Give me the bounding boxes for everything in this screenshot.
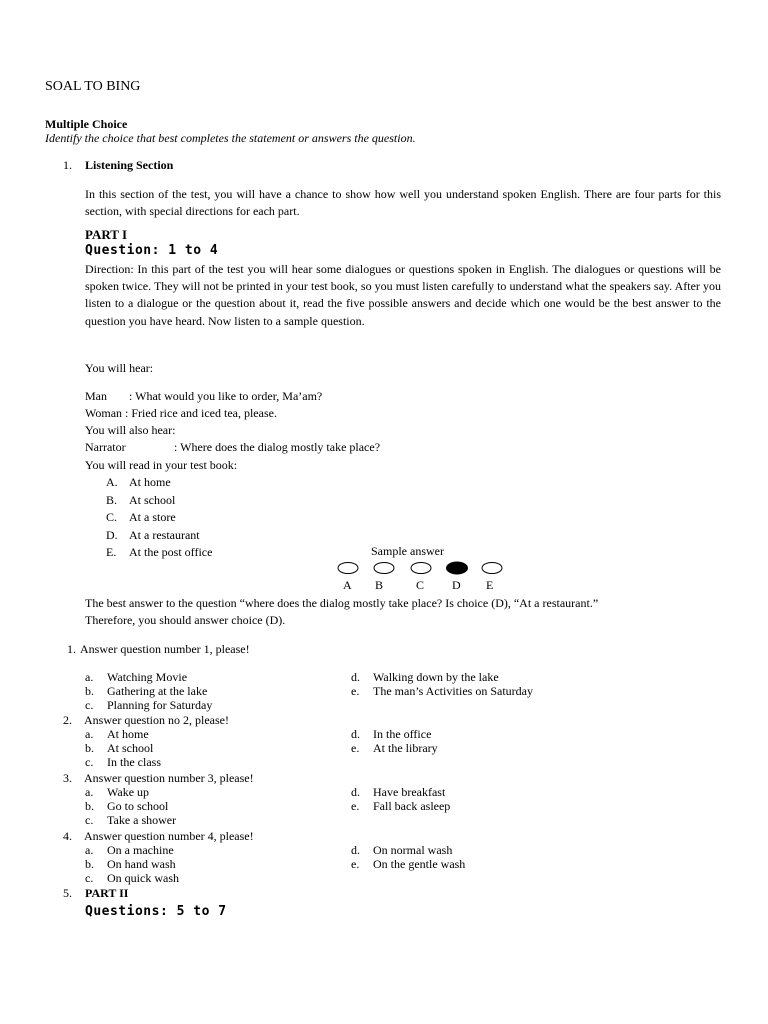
choice-text: In the class: [107, 755, 161, 769]
example-option: [106, 492, 212, 510]
question-number: 1.: [67, 642, 76, 656]
bubble-letter: C: [416, 578, 425, 592]
choice-text: On the gentle wash: [373, 857, 466, 871]
part-2-question-range: Questions: 5 to 7: [85, 904, 227, 919]
bubble-letter: D: [452, 578, 461, 592]
question-4: [63, 828, 703, 884]
best-answer-explanation: [85, 595, 721, 629]
choice-letter: b.: [85, 857, 94, 871]
choice-letter: a.: [85, 670, 94, 684]
bubble-letter: B: [375, 578, 384, 592]
answer-bubble-c: [411, 563, 431, 574]
choice-text: Walking down by the lake: [373, 670, 499, 684]
example-option: [106, 509, 212, 527]
example-option-text: At the post office: [129, 545, 213, 559]
choice-letter: a.: [85, 727, 94, 741]
example-option-letter: E.: [106, 545, 117, 559]
example-option-letter: C.: [106, 510, 118, 524]
answer-choice[interactable]: [351, 740, 438, 757]
example-option: [106, 544, 212, 562]
narrator-text: : Where does the dialog mostly take place?: [174, 440, 381, 454]
man-speaker-label: Man: [85, 389, 107, 403]
question-2: [63, 712, 703, 768]
narrator-speaker-label: Narrator: [85, 440, 126, 454]
answer-bubble-e: [482, 563, 502, 574]
man-dialogue-line: [85, 388, 322, 405]
narrator-line: [85, 439, 380, 456]
choice-letter: d.: [351, 670, 360, 684]
choice-letter: b.: [85, 799, 94, 813]
example-option-letter: B.: [106, 492, 118, 507]
choice-letter: b.: [85, 741, 94, 755]
answer-bubble-a: [338, 563, 358, 574]
choice-text: Gathering at the lake: [107, 684, 208, 698]
question-number: 4.: [63, 829, 72, 843]
choice-text: On hand wash: [107, 857, 176, 871]
part-1-label: PART I: [85, 227, 128, 242]
example-option-letter: D.: [106, 527, 118, 542]
part-2-number: 5.: [63, 886, 72, 900]
question-3: [63, 770, 703, 826]
choice-letter: c.: [85, 813, 94, 827]
answer-choice[interactable]: [85, 754, 161, 771]
choice-text: Planning for Saturday: [107, 698, 213, 712]
choice-text: At the library: [373, 741, 438, 755]
choice-text: Fall back asleep: [373, 799, 451, 813]
choice-letter: d.: [351, 785, 360, 799]
question-1: [67, 641, 707, 711]
question-number: 3.: [63, 771, 72, 785]
choice-text: The man’s Activities on Saturday: [373, 684, 533, 698]
sample-answer-letters: [336, 577, 506, 594]
part-1-question-range: Question: 1 to 4: [85, 243, 219, 258]
sample-answer-caption: Sample answer: [371, 544, 444, 558]
choice-text: At home: [107, 727, 149, 741]
woman-dialogue-line: Woman : Fried rice and iced tea, please.: [85, 406, 277, 420]
example-option-text: At a restaurant: [129, 527, 200, 542]
example-option: [106, 474, 212, 492]
choice-letter: a.: [85, 785, 94, 799]
question-number: 2.: [63, 713, 72, 727]
example-option-text: At a store: [129, 510, 176, 524]
answer-bubble-b: [374, 563, 394, 574]
question-text: Answer question number 4, please!: [84, 829, 254, 843]
listening-intro-paragraph: In this section of the test, you will have a chance to show how well you understand spoken English. There are four parts for this section, with special directions for each part.: [85, 187, 721, 218]
question-text: Answer question number 1, please!: [80, 642, 250, 656]
listening-section-title: Listening Section: [85, 158, 174, 172]
choice-letter: d.: [351, 843, 360, 857]
choice-letter: a.: [85, 843, 94, 857]
question-text: Answer question no 2, please!: [84, 713, 229, 727]
answer-choice[interactable]: [85, 812, 176, 829]
listening-section-number: 1.: [63, 158, 72, 172]
man-dialogue-text: : What would you like to order, Ma’am?: [129, 389, 323, 403]
you-will-read-line: You will read in your test book:: [85, 458, 238, 472]
choice-text: On quick wash: [107, 871, 179, 885]
choice-letter: e.: [351, 799, 360, 813]
best-answer-line: The best answer to the question “where does the dialog mostly take place? Is choice (D), “At a restaurant.”: [85, 596, 599, 610]
choice-letter: e.: [351, 857, 360, 871]
choice-text: Go to school: [107, 799, 169, 813]
choice-text: On a machine: [107, 843, 174, 857]
answer-choice[interactable]: [351, 856, 465, 873]
example-option-text: At school: [129, 492, 176, 507]
example-options-list: [106, 474, 212, 562]
answer-choice[interactable]: [351, 798, 450, 815]
choice-letter: c.: [85, 755, 94, 769]
bubble-letter: E: [486, 578, 494, 592]
part-1-direction: Direction: In this part of the test you will hear some dialogues or questions spoken in English. The dialogues or questions will be spoken twice. They will not be printed in your test book, so you must listen carefully to understand what the speakers say. After you listen to a dialogue or the question about it, read the five possible answers and decide which one would be the best answer to the question you have heard. Now listen to a sample question.: [85, 262, 721, 328]
part-2-label: PART II: [85, 886, 129, 900]
choice-letter: c.: [85, 871, 94, 885]
example-option-text: At home: [129, 475, 171, 489]
choice-text: Take a shower: [107, 813, 177, 827]
example-option: [106, 527, 212, 545]
answer-bubble-d-filled: [447, 562, 468, 574]
choice-letter: e.: [351, 684, 360, 698]
best-answer-line: Therefore, you should answer choice (D).: [85, 613, 286, 627]
choice-letter: c.: [85, 698, 94, 712]
choice-text: At school: [107, 741, 154, 755]
choice-text: Watching Movie: [107, 670, 188, 684]
question-text: Answer question number 3, please!: [84, 771, 254, 785]
bubble-letter: A: [343, 578, 352, 592]
choice-text: Have breakfast: [373, 785, 446, 799]
document-title: SOAL TO BING: [45, 79, 141, 94]
choice-letter: d.: [351, 727, 360, 741]
sample-answer-bubbles: [336, 559, 506, 577]
choice-letter: e.: [351, 741, 360, 755]
choice-text: In the office: [373, 727, 432, 741]
example-option-letter: A.: [106, 475, 118, 489]
you-will-hear-line: You will hear:: [85, 361, 154, 375]
you-will-also-hear-line: You will also hear:: [85, 423, 176, 437]
multiple-choice-instruction: Identify the choice that best completes the statement or answers the question.: [45, 131, 416, 145]
choice-text: On normal wash: [373, 843, 453, 857]
answer-choice[interactable]: [351, 683, 533, 700]
multiple-choice-heading: Multiple Choice: [45, 117, 128, 131]
choice-text: Wake up: [107, 785, 150, 799]
choice-letter: b.: [85, 684, 94, 698]
